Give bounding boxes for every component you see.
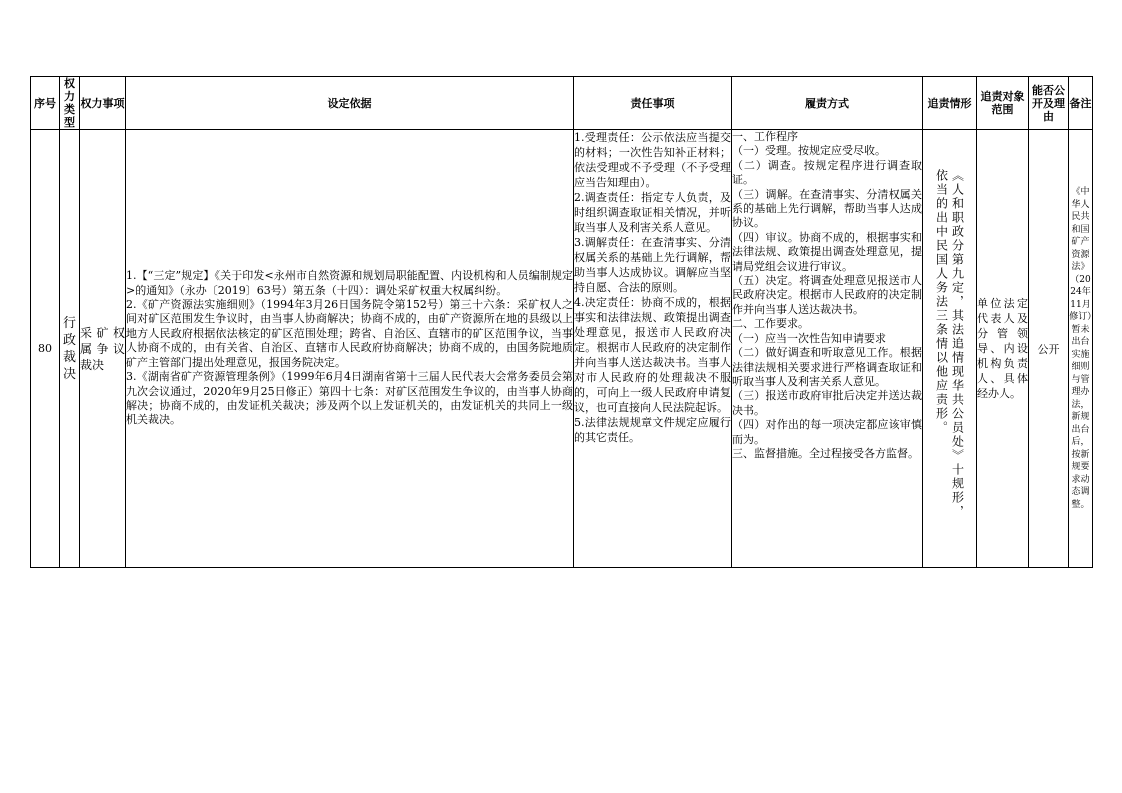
row-power-item: 采矿权属争议裁决	[80, 130, 126, 568]
table-header	[31, 77, 1093, 130]
row-basis: 1.【“三定”规定】《关于印发<永州市自然资源和规划局职能配置、内设机构和人员编制规定>的通知》（永办〔2019〕63号）第五条（十四）：调处采矿权重大权属纠纷。 2.《矿产资源法实施细则》（1994年3月26日国务院令第152号）第三十六条：采矿权人之间对矿区范围发生争议时，由当事人协商解决；协商不成的，由矿产资源所在地的县级以上地方人民政府根据依法核定的矿区范围处理；跨省、自治区、直辖市的矿区范围争议，当事人协商不成的，由有关省、自治区、直辖市人民政府协商解决；协商不成的，由国务院地质矿产主管部门提出处理意见，报国务院决定。 3.《湖南省矿产资源管理条例》（1999年6月4日湖南省第十三届人民代表大会常务委员会第九次会议通过，2020年9月25日修正）第四十七条：对矿区范围发生争议的，由当事人协商解决；协商不成的，由发证机关裁决；涉及两个以上发证机关的，由发证机关的共同上一级机关裁决。	[126, 130, 574, 568]
row-scope: 单位法定代表人及分管领导、内设机构负责人、具体经办人。	[977, 130, 1029, 568]
row-responsibility: 1.受理责任：公示依法应当提交的材料；一次性告知补正材料；依法受理或不予受理（不予受理应当告知理由）。 2.调查责任：指定专人负责，及时组织调查取证相关情况，并听取当事人及利害关系人意见。 3.调解责任：在查清事实、分清权属关系的基础上先行调解，帮助当事人达成协议。调解应当坚持自愿、合法的原则。 4.决定责任：协商不成的，根据事实和法律法规、政策提出调查处理意见，报送市人民政府决定。根据市人民政府的决定制作并向当事人送达裁决书。当事人对市人民政府的处理裁决不服的，可向上一级人民政府申请复议，也可直接向人民法院起诉。 5.法律法规规章文件规定应履行的其它责任。	[574, 130, 732, 568]
header-method: 履责方式	[732, 77, 923, 130]
row-public: 公开	[1029, 130, 1069, 568]
row-seq: 80	[31, 130, 60, 568]
header-seq: 序号	[31, 77, 60, 130]
header-row	[31, 77, 1093, 130]
header-public: 能否公开及理由	[1029, 77, 1069, 130]
row-remark: 《中华人民共和国矿产资源法》（2024年11月修订）暂未出台实施细则与管理办法，新规出台后，按新规要求动态调整。	[1069, 130, 1093, 568]
power-list-table	[30, 76, 1093, 568]
header-accountability: 追责情形	[923, 77, 977, 130]
table-row	[31, 130, 1093, 568]
header-scope: 追责对象范围	[977, 77, 1029, 130]
row-method: 一、工作程序 （一）受理。按规定应受尽收。 （二）调查。按规定程序进行调查取证。 （三）调解。在查清事实、分清权属关系的基础上先行调解，帮助当事人达成协议。 （四）审议。协商不成的，根据事实和法律法规、政策提出调查处理意见，提请局党组会议进行审议。 （五）决定。将调查处理意见报送市人民政府决定。根据市人民政府的决定制作并向当事人送达裁决书。 二、工作要求。 （一）应当一次性告知申请要求 （二）做好调查和听取意见工作。根据法律法规相关要求进行严格调查取证和听取当事人及利害关系人意见。 （三）报送市政府审批后决定并送达裁决书。 （四）对作出的每一项决定都应该审慎而为。 三、监督措施。全过程接受各方监督。	[732, 130, 923, 568]
row-accountability-cell	[923, 130, 977, 568]
header-basis: 设定依据	[126, 77, 574, 130]
header-responsibility: 责任事项	[574, 77, 732, 130]
header-power-item: 权力事项	[80, 77, 126, 130]
header-power-type: 权力类型	[60, 77, 80, 130]
row-accountability: 《人和职政分第九定，其法追情现华共公员处》十规形，依当的出中民国人务法三条情以他应责形。	[934, 168, 965, 519]
header-remark: 备注	[1069, 77, 1093, 130]
row-power-type: 行政裁决	[60, 130, 80, 568]
accountability-wrap	[923, 130, 976, 567]
